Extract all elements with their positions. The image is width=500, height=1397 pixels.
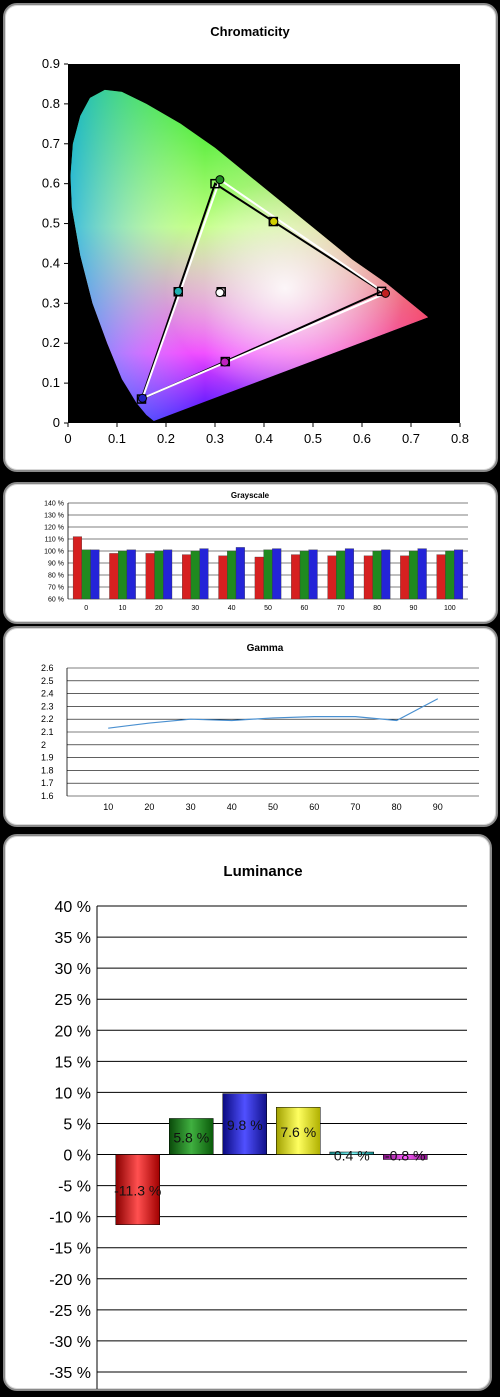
chromaticity-chart xyxy=(5,5,496,470)
y-tick-label: 25 % xyxy=(54,992,91,1010)
y-tick-label: 2.6 xyxy=(41,663,54,673)
grayscale-bar xyxy=(200,549,209,599)
x-tick-label: 100 xyxy=(443,605,456,612)
y-tick-label: 2.2 xyxy=(41,714,54,725)
x-tick-label: 80 xyxy=(391,802,402,812)
y-tick-label: 35 % xyxy=(54,930,91,948)
grayscale-bar xyxy=(82,550,91,599)
grayscale-bar xyxy=(418,549,427,599)
y-tick-label: 5 % xyxy=(63,1116,91,1134)
grayscale-bar xyxy=(146,553,155,599)
grayscale-bar xyxy=(437,555,446,599)
y-tick-label: 0.2 xyxy=(41,335,60,351)
measured-point xyxy=(138,394,146,402)
y-tick-label: 1.7 xyxy=(41,778,54,789)
grayscale-bar xyxy=(155,551,164,599)
measured-point xyxy=(270,218,278,226)
x-tick-label: 50 xyxy=(267,802,279,812)
measured-point xyxy=(216,289,224,297)
y-tick-label: 20 % xyxy=(54,1023,91,1041)
y-tick-label: 40 % xyxy=(54,899,91,916)
grayscale-bar xyxy=(182,555,191,599)
x-tick-label: 30 xyxy=(185,802,196,812)
y-tick-label: 0.9 xyxy=(41,56,60,71)
grayscale-bar xyxy=(381,550,390,599)
data-label: 7.6 % xyxy=(280,1123,317,1140)
y-tick-label: -15 % xyxy=(49,1240,91,1258)
grayscale-chart xyxy=(5,484,496,622)
grayscale-bar xyxy=(291,555,300,599)
y-tick-label: 30 % xyxy=(54,961,91,979)
x-tick-label: 40 xyxy=(226,802,237,812)
y-tick-label: 110 % xyxy=(44,536,64,544)
x-tick-label: 60 xyxy=(309,802,320,812)
x-tick-label: 0.7 xyxy=(401,431,421,446)
x-tick-label: 0.4 xyxy=(254,431,274,446)
x-tick-label: 0.5 xyxy=(303,431,323,446)
grayscale-bar xyxy=(364,556,373,599)
x-tick-label: 60 xyxy=(300,605,309,612)
x-tick-label: 0 xyxy=(84,605,89,612)
y-tick-label: 80 % xyxy=(48,572,64,580)
x-tick-label: 90 xyxy=(432,802,443,812)
y-tick-label: -20 % xyxy=(49,1271,91,1289)
measured-point xyxy=(221,358,229,366)
y-tick-label: 0.3 xyxy=(41,295,60,311)
grayscale-bar xyxy=(91,550,100,599)
data-label: 5.8 % xyxy=(173,1129,210,1146)
data-label: 9.8 % xyxy=(226,1117,263,1134)
y-tick-label: 0.1 xyxy=(41,375,60,391)
x-tick-label: 10 xyxy=(118,605,127,612)
gamma-line xyxy=(108,699,438,728)
luminance-chart xyxy=(5,836,490,1389)
y-tick-label: 2.1 xyxy=(41,727,54,737)
grayscale-bar xyxy=(336,551,345,599)
y-tick-label: 60 % xyxy=(48,596,64,604)
data-label: 0.4 % xyxy=(333,1147,370,1164)
y-tick-label: 120 % xyxy=(44,524,64,532)
y-tick-label: 2.4 xyxy=(41,688,54,699)
x-tick-label: 70 xyxy=(336,605,345,612)
grayscale-panel xyxy=(3,482,498,624)
x-tick-label: 0.3 xyxy=(205,431,225,446)
y-tick-label: 1.8 xyxy=(41,765,54,776)
grayscale-bar xyxy=(109,553,118,599)
x-tick-label: 30 xyxy=(191,605,200,612)
x-tick-label: 50 xyxy=(264,605,272,612)
grayscale-bar xyxy=(127,550,136,599)
x-tick-label: 90 xyxy=(409,605,418,612)
measured-point xyxy=(216,176,224,184)
y-tick-label: 0.8 xyxy=(41,95,60,111)
chromaticity-panel xyxy=(3,3,498,472)
y-tick-label: 2.3 xyxy=(41,701,54,712)
grayscale-bar xyxy=(227,551,236,599)
x-tick-label: 70 xyxy=(350,802,361,812)
y-tick-label: -35 % xyxy=(49,1364,91,1382)
grayscale-bar xyxy=(409,551,418,599)
x-tick-label: 0 xyxy=(64,431,72,446)
y-tick-label: 90 % xyxy=(48,560,64,568)
measured-point xyxy=(382,289,390,297)
x-tick-label: 20 xyxy=(155,605,163,612)
data-label: -11.3 % xyxy=(114,1182,162,1199)
grayscale-bar xyxy=(328,556,337,599)
y-tick-label: 70 % xyxy=(48,584,64,592)
grayscale-bar xyxy=(445,551,454,599)
data-label: -0.8 % xyxy=(385,1147,426,1164)
y-tick-label: 10 % xyxy=(54,1085,91,1103)
grayscale-bar xyxy=(454,550,463,599)
y-tick-label: 130 % xyxy=(44,512,64,520)
y-tick-label: 15 % xyxy=(54,1054,91,1072)
grayscale-bar xyxy=(264,550,273,599)
grayscale-bar xyxy=(272,549,281,599)
chart-title: Gamma xyxy=(246,643,284,654)
grayscale-bar xyxy=(300,551,309,599)
measured-point xyxy=(174,287,182,295)
y-tick-label: 1.9 xyxy=(41,752,54,763)
grayscale-bar xyxy=(219,556,228,599)
y-tick-label: -10 % xyxy=(49,1209,91,1227)
y-tick-label: -5 % xyxy=(58,1178,91,1196)
chart-title: Chromaticity xyxy=(210,24,290,39)
gamma-panel xyxy=(3,626,498,827)
x-tick-label: 0.6 xyxy=(352,431,372,446)
grayscale-bar xyxy=(73,537,82,599)
y-tick-label: 2 xyxy=(41,739,47,750)
y-tick-label: -30 % xyxy=(49,1333,91,1351)
chart-title: Grayscale xyxy=(230,491,270,500)
grayscale-bar xyxy=(400,556,409,599)
grayscale-bar xyxy=(163,550,172,599)
x-tick-label: 0.8 xyxy=(450,431,470,446)
gamma-chart xyxy=(5,628,496,825)
chart-title: Luminance xyxy=(223,863,303,880)
y-tick-label: 2.5 xyxy=(41,675,54,686)
y-tick-label: -25 % xyxy=(49,1302,91,1320)
y-tick-label: 0.4 xyxy=(41,255,60,271)
grayscale-bar xyxy=(191,551,200,599)
x-tick-label: 40 xyxy=(227,605,236,612)
grayscale-bar xyxy=(373,551,382,599)
x-tick-label: 10 xyxy=(103,802,114,812)
x-tick-label: 80 xyxy=(373,605,381,612)
x-tick-label: 20 xyxy=(144,802,155,812)
grayscale-bar xyxy=(118,551,127,599)
y-tick-label: 0.6 xyxy=(41,175,60,191)
y-tick-label: 0 % xyxy=(63,1147,91,1165)
y-tick-label: 140 % xyxy=(44,500,64,508)
x-tick-label: 0.2 xyxy=(156,431,176,446)
grayscale-bar xyxy=(236,547,245,599)
grayscale-bar xyxy=(255,557,264,599)
y-tick-label: 0.5 xyxy=(41,215,60,231)
y-tick-label: 1.6 xyxy=(41,791,54,801)
grayscale-bar xyxy=(345,549,354,599)
x-tick-label: 0.1 xyxy=(107,431,127,446)
grayscale-bar xyxy=(309,550,318,599)
y-tick-label: 0 xyxy=(52,415,60,430)
y-tick-label: 100 % xyxy=(44,548,64,556)
luminance-panel xyxy=(3,834,492,1391)
y-tick-label: 0.7 xyxy=(41,135,60,151)
